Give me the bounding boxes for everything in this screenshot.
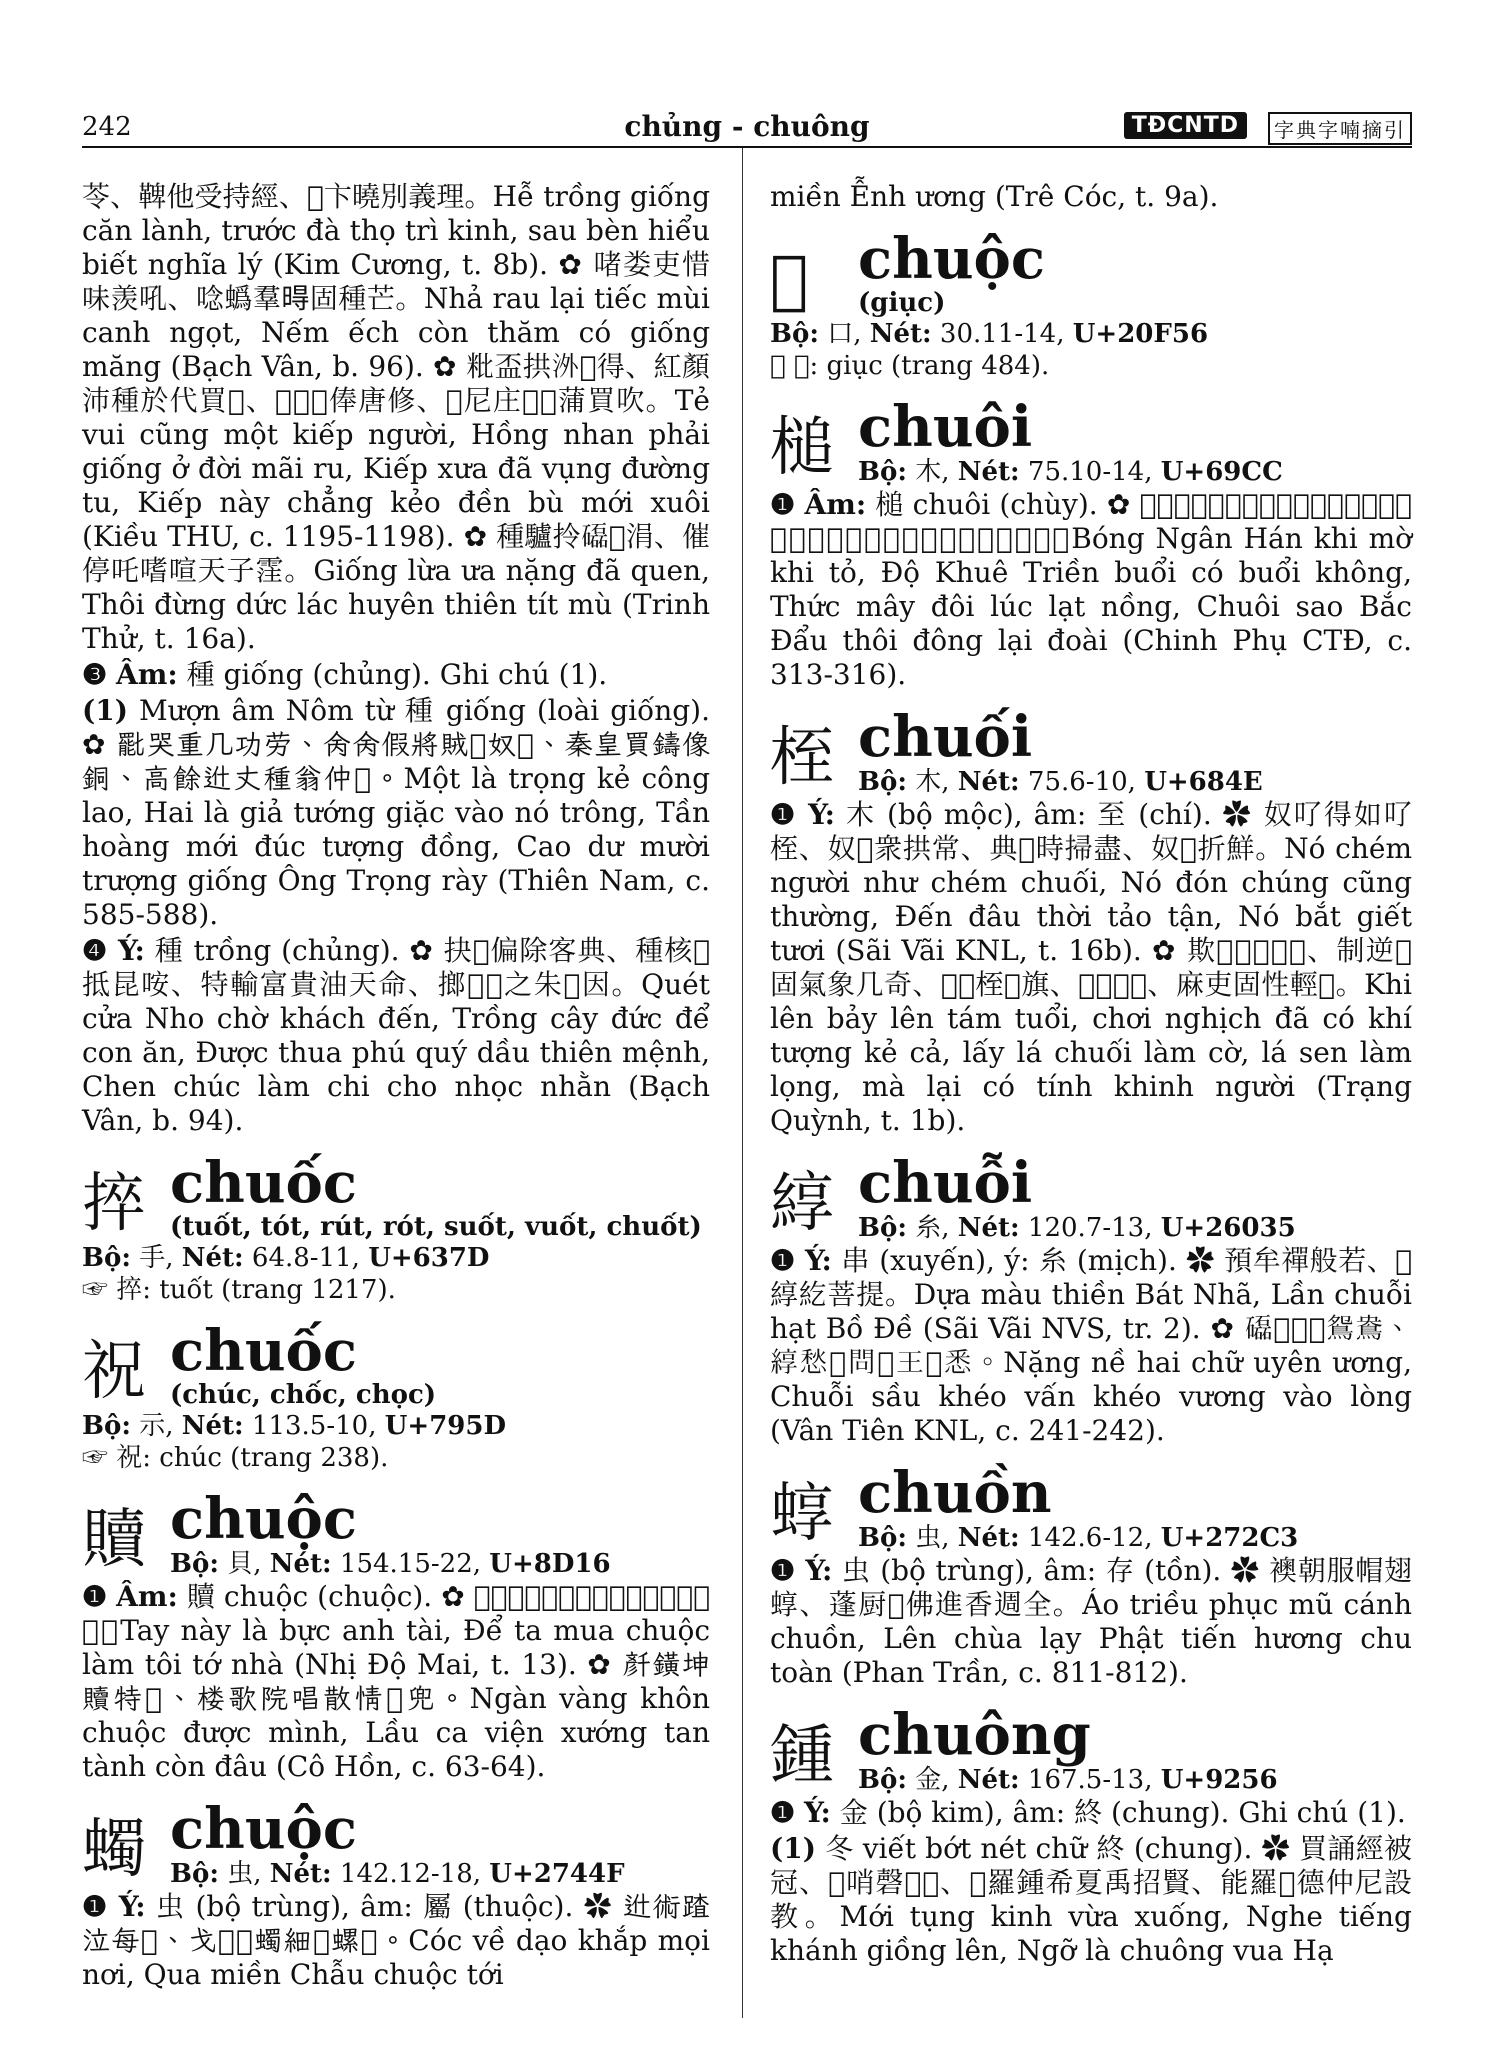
bo-label: Bộ: [82, 1411, 131, 1441]
sense-text: 金 (bộ kim), âm: 終 (chung). Ghi chú (1). [839, 1796, 1406, 1829]
sense-1 [770, 1554, 1412, 1690]
net-label: Nét: [957, 767, 1020, 797]
tdcntd-logo: TĐCNTD [1124, 112, 1247, 139]
net-value: 142.6-12, [1027, 1523, 1153, 1553]
bo-value: 貝, [227, 1549, 262, 1579]
radical-stroke-info [770, 318, 1412, 350]
page-number: 242 [82, 112, 132, 142]
entry-chuoc-giuc [770, 226, 1412, 382]
net-value: 30.11-14, [939, 319, 1065, 349]
radical-stroke-info [858, 1522, 1412, 1554]
net-label: Nét: [957, 457, 1020, 487]
bo-value: 虫, [915, 1523, 950, 1553]
bo-value: 金, [915, 1765, 950, 1795]
entry-chuong [770, 1702, 1413, 1968]
sense-label: Âm: [116, 658, 178, 691]
net-label: Nét: [269, 1549, 332, 1579]
bo-label: Bộ: [82, 1243, 131, 1273]
sense-text: 串 (xuyến), ý: 糸 (mịch). ✿ 預牟禪般若、𦀊綧紇菩提。Dựa màu thiền Bát Nhã, Lần chuỗi hạt Bồ Đề (Sãi Vãi NVS, tr. 2). ✿ 𥗐𥕄𠇮𦀊鴛鴦、綧愁𡎝問𡎝王𠓨悉。Nặng nề hai chữ uyên ương, Chuỗi sầu khéo vấn khéo vương vào lòng (Vân Tiên KNL, c. 241-242). [770, 1244, 1413, 1447]
sense-number: ❶ [770, 488, 796, 521]
bo-value: 糸, [915, 1213, 950, 1243]
entry-glyph: 蜳 [770, 1477, 834, 1551]
entry-glyph: 𠽖 [770, 243, 809, 317]
sense-label: Ý: [808, 798, 836, 831]
sense-number: ❶ [82, 1890, 109, 1923]
headword: chuỗi [858, 1150, 1033, 1216]
headword: chuốc [170, 1318, 357, 1384]
bo-label: Bộ: [170, 1549, 219, 1579]
page-header [82, 108, 1412, 148]
bo-value: 示, [139, 1411, 174, 1441]
sense-1 [770, 1796, 1412, 1830]
variant-readings: (tuốt, tót, rút, rót, suốt, vuốt, chuốt) [170, 1212, 702, 1242]
headword: chuốc [170, 1150, 357, 1216]
bo-value: 虫, [227, 1859, 262, 1889]
radical-stroke-info [858, 1212, 1412, 1244]
sense-1 [82, 1580, 710, 1784]
unicode-code: U+2744F [489, 1859, 625, 1889]
note-number: (1) [82, 694, 128, 727]
entry-glyph: 蠋 [82, 1813, 146, 1887]
sense-text: 虫 (bộ trùng), âm: 存 (tồn). ✿ 襖朝服帽翅蜳、蓬厨𥘷佛進香週全。Áo triều phục mũ cánh chuồn, Lên chùa lạy Phật tiến hương chu toàn (Phan Trần, c. 811-812). [770, 1554, 1413, 1689]
bo-label: Bộ: [858, 1523, 907, 1553]
net-label: Nét: [957, 1523, 1020, 1553]
running-head: chủng - chuông [624, 110, 870, 143]
entry-chuon [770, 1460, 1413, 1690]
sense-text: 槌 chuôi (chùy). ✿ 𩄎銀漢欺霦欺𩆷、度奎躔𣈜固𣈜空、式𨖅隊六𣳮濃、槌辟北斗催東吏兑。Bóng Ngân Hán khi mờ khi tỏ, Độ Khuê Triền buổi có buổi không, Thức mây đôi lúc lạt nồng, Chuôi sao Bắc Đẩu thôi đông lại đoài (Chinh Phụ CTĐ, c. 313-316). [770, 488, 1412, 691]
unicode-code: U+69CC [1160, 457, 1283, 487]
net-value: 75.10-14, [1027, 457, 1153, 487]
headword: chuộc [170, 1796, 357, 1862]
bo-value: 木, [915, 767, 950, 797]
net-value: 167.5-13, [1027, 1765, 1153, 1795]
headword: chuông [858, 1702, 1091, 1768]
sense-number: ❸ [82, 658, 108, 691]
net-label: Nét: [181, 1411, 244, 1441]
net-value: 75.6-10, [1027, 767, 1136, 797]
sense-label: Âm: [804, 488, 867, 521]
sense-number: ❶ [82, 1580, 108, 1613]
sense-label: Ý: [804, 1796, 831, 1829]
entry-glyph: 桎 [770, 721, 834, 795]
sense-label: Ý: [118, 1890, 146, 1923]
net-label: Nét: [869, 319, 932, 349]
sense-text: 種 giống (chủng). Ghi chú (1). [186, 658, 608, 691]
sense-4 [82, 934, 710, 1138]
note-1 [770, 1832, 1412, 1968]
bo-value: 手, [139, 1243, 174, 1273]
entry-glyph: 槌 [770, 411, 834, 485]
variant-readings: (giục) [858, 288, 946, 318]
bo-label: Bộ: [770, 319, 819, 349]
headword: chuôi [858, 394, 1033, 460]
radical-stroke-info [858, 456, 1412, 488]
unicode-code: U+637D [368, 1243, 490, 1273]
entry-chuoi-banana [770, 704, 1412, 1138]
sense-1 [82, 1890, 710, 1992]
note-1 [82, 694, 710, 932]
sense-1 [770, 488, 1412, 692]
radical-stroke-info [858, 1764, 1412, 1796]
entry-glyph: 祝 [82, 1335, 146, 1409]
unicode-code: U+272C3 [1160, 1523, 1299, 1553]
sense-number: ❹ [82, 934, 109, 967]
variant-readings: (chúc, chốc, chọc) [170, 1380, 437, 1410]
unicode-code: U+795D [384, 1411, 507, 1441]
unicode-code: U+8D16 [489, 1549, 611, 1579]
sense-number: ❶ [770, 1244, 796, 1277]
sense-1 [770, 1244, 1412, 1448]
sense-text: 種 trồng (chủng). ✿ 抉𨷑偏除客典、種核𣴓抵昆咹、特輸富貴油天命、𢲲𢬣𡖼之朱𨁴因。Quét cửa Nho chờ khách đến, Trồng cây đức để con ăn, Được thua phú quý dầu thiên mệnh, Chen chúc làm chi cho nhọc nhằn (Bạch Vân, b. 94). [82, 934, 711, 1137]
entry-glyph: 鍾 [770, 1719, 834, 1793]
entry-chuoc-3 [82, 1486, 710, 1784]
entry-chuoc-2 [82, 1318, 710, 1474]
cross-reference: ☞ 捽: tuốt (trang 1217). [82, 1275, 396, 1305]
column-divider [742, 148, 743, 2018]
note-text: 冬 viết bớt nét chữ 終 (chung). ✿ 買誦經被冠、𦖑哨磬𢯦𨖅、𠰚羅鍾希夏禹招賢、能羅𢹿德仲尼設教。Mới tụng kinh vừa xuống, Nghe tiếng khánh giồng lên, Ngỡ là chuông vua Hạ [770, 1832, 1413, 1967]
cross-reference: ☞ 𠽖: giục (trang 484). [770, 351, 1050, 381]
sense-number: ❶ [770, 798, 798, 831]
entry-chuoc-1 [82, 1150, 710, 1306]
unicode-code: U+684E [1144, 767, 1263, 797]
headword: chuối [858, 704, 1033, 770]
net-value: 113.5-10, [251, 1411, 377, 1441]
radical-stroke-info [858, 766, 1412, 798]
radical-stroke-info [82, 1242, 710, 1274]
sense-number: ❶ [770, 1554, 796, 1587]
sense-text: 贖 chuộc (chuộc). ✿ 𢬣尼𤠄𡊧英才、底些謨贖𡖼碎𠇕茄。Tay này là bực anh tài, Để ta mua chuộc làm tôi tớ nhà (Nhị Độ Mai, t. 13). ✿ 𠦳鐄坤贖特𩈘、楼歌院唱散情𡗉兜。Ngàn vàng khôn chuộc được mình, Lầu ca viện xướng tan tành còn đâu (Cô Hồn, c. 63-64). [82, 1580, 710, 1783]
bo-label: Bộ: [858, 1765, 907, 1795]
bo-label: Bộ: [858, 457, 907, 487]
net-label: Nét: [957, 1213, 1020, 1243]
bo-value: 木, [915, 457, 950, 487]
radical-stroke-info [170, 1858, 710, 1890]
continued-paragraph: 苓、鞞他受持經、𫅷卞曉別義理。Hễ trồng giống căn lành, trước đà thọ trì kinh, sau bèn hiểu biết nghĩa lý (Kim Cương, t. 8b). ✿ 啫娄吏惜味羡吼、唸蟡羣𣈜固種芒。Nhả rau lại tiếc mùi canh ngọt, Nếm ếch còn thăm có giống măng (Bạch Vân, b. 96). ✿ 粃盃拱𣳢𫢩得、紅顏沛種於代買𠶄、𫢩𣈜𣈙俸唐修、𫢩尼庄𥙩𡑝蒲買吹。Tẻ vui cũng một kiếp người, Hồng nhan phải giống ở đời mãi ru, Kiếp xưa đã vụng đường tu, Kiếp này chẳng kẻo đền bù mới xuôi (Kiều THU, c. 1195-1198). ✿ 種驢拎𥗐𣈙涓、催停吒嗜喧天子霔。Giống lừa ưa nặng đã quen, Thôi đừng dức lác huyên thiên tít mù (Trinh Thử, t. 16a). [82, 180, 710, 655]
radical-stroke-info [82, 1410, 710, 1442]
headword: chuộc [170, 1486, 357, 1552]
net-label: Nét: [181, 1243, 244, 1273]
sense-3 [82, 658, 710, 692]
entry-chuoi [770, 394, 1412, 692]
entry-glyph: 捽 [82, 1167, 146, 1241]
header-rule [82, 146, 1412, 148]
han-nom-logo: 字典字喃摘引 [1268, 112, 1412, 145]
cross-reference: ☞ 祝: chúc (trang 238). [82, 1443, 389, 1473]
sense-label: Ý: [805, 1244, 832, 1277]
sense-text: 木 (bộ mộc), âm: 至 (chí). ✿ 奴𠮩得如𠮩桎、奴𨖅衆拱常、典𢁑時掃盡、奴𠀧折鮮。Nó chém người như chém chuối, Nó đón chúng cũng thường, Đến đâu thời tảo tận, Nó bắt giết tươi (Sãi Vãi KNL, t. 16b). ✿ 欺𨖅𠄼𨖅𢝙𩭶、制逆𣈙固氣象几奇、𢯦𦬑桎𡖼旗、𦬑𨖅𡖼𡗶、麻吏固性輕𠊛。Khi lên bảy lên tám tuổi, chơi nghịch đã có khí tượng kẻ cả, lấy lá chuối làm cờ, lá sen làm lọng, mà lại có tính khinh người (Trạng Quỳnh, t. 1b). [770, 798, 1412, 1137]
sense-label: Ý: [117, 934, 145, 967]
unicode-code: U+26035 [1160, 1213, 1296, 1243]
net-value: 154.15-22, [339, 1549, 482, 1579]
net-value: 120.7-13, [1027, 1213, 1153, 1243]
continued-paragraph: miền Ễnh ương (Trê Cóc, t. 9a). [770, 180, 1219, 213]
net-label: Nét: [269, 1859, 332, 1889]
note-text: Mượn âm Nôm từ 種 giống (loài giống). ✿ 𠤩哭重几功劳、𠇮𠇮假將賊𢂞奴𪟤、秦皇買鑄像銅、高餘𨑮丈種翁仲𢬣。Một là trọng kẻ công lao, Hai là giả tướng giặc vào nó trông, Tần hoàng mới đúc tượng đồng, Cao dư mười trượng giống Ông Trọng rày (Thiên Nam, c. 585-588). [82, 694, 711, 931]
net-label: Nét: [957, 1765, 1020, 1795]
sense-1 [770, 798, 1412, 1138]
net-value: 142.12-18, [339, 1859, 482, 1889]
radical-stroke-info [170, 1548, 710, 1580]
bo-label: Bộ: [170, 1859, 219, 1889]
unicode-code: U+20F56 [1072, 319, 1209, 349]
left-column [82, 180, 710, 1994]
entry-glyph: 綧 [770, 1167, 834, 1241]
sense-text: 虫 (bộ trùng), âm: 屬 (thuộc). ✿ 𨑮術蹅泣每𡊲、戈𣳮𧋃蠋細𣳮螺蚗。Cóc về dạo khắp mọi nơi, Qua miền Chẫu chuộc tới [82, 1890, 710, 1991]
entry-chuoi-string [770, 1150, 1413, 1448]
sense-number: ❶ [770, 1796, 796, 1829]
bo-value: 口, [827, 319, 862, 349]
unicode-code: U+9256 [1160, 1765, 1278, 1795]
sense-label: Âm: [116, 1580, 178, 1613]
net-value: 64.8-11, [251, 1243, 360, 1273]
sense-label: Ý: [805, 1554, 833, 1587]
right-column [770, 180, 1412, 1970]
bo-label: Bộ: [858, 767, 907, 797]
bo-label: Bộ: [858, 1213, 907, 1243]
entry-chuoc-4 [82, 1796, 710, 1992]
headword: chuộc [858, 226, 1045, 292]
entry-glyph: 贖 [82, 1503, 146, 1577]
headword: chuồn [858, 1460, 1052, 1526]
note-number: (1) [770, 1832, 816, 1865]
